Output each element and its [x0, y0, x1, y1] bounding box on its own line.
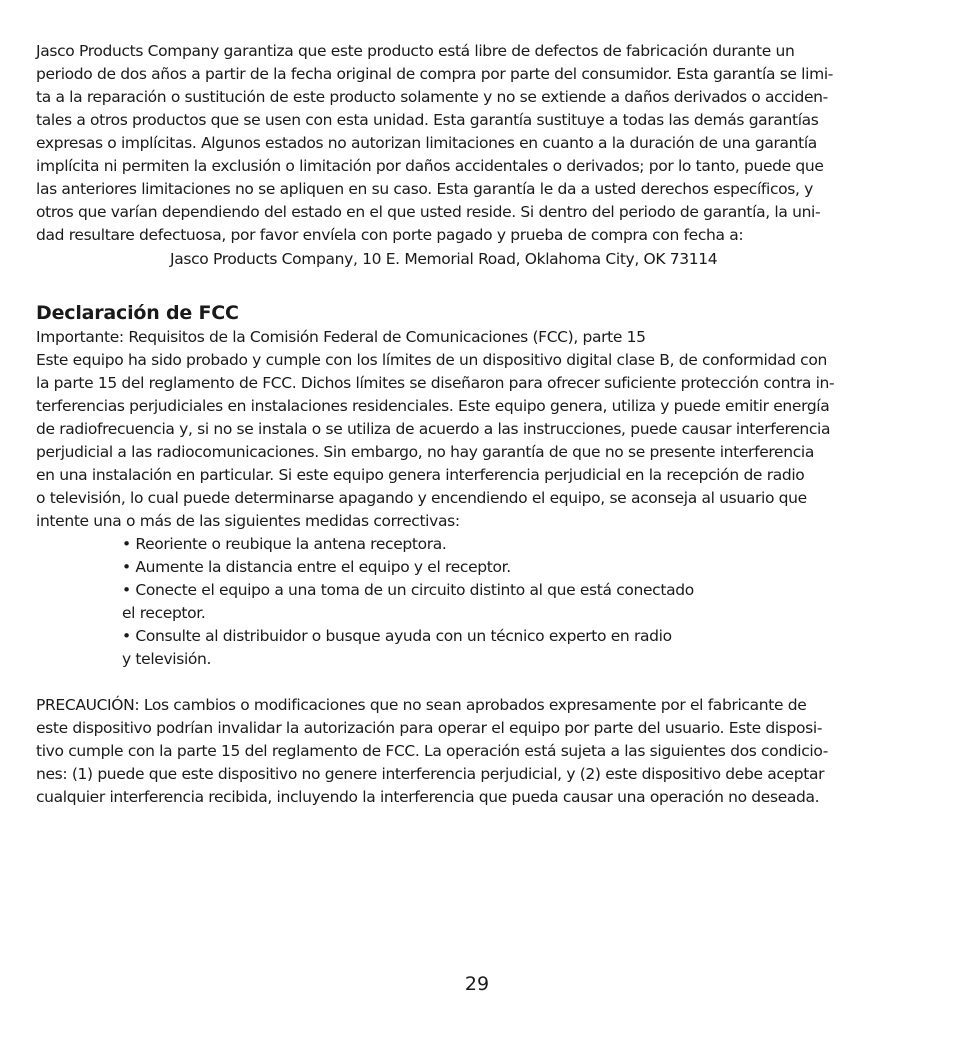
warranty-line: otros que varían dependiendo del estado en el que usted reside. Si dentro del periodo de garantía, la uni- [36, 203, 821, 221]
warranty-line: ta a la reparación o sustitución de este producto solamente y no se extiende a daños derivados o acciden- [36, 88, 828, 106]
fcc-line: terferencias perjudiciales en instalaciones residenciales. Este equipo genera, utiliza y puede emitir energía [36, 397, 830, 415]
document-page [36, 40, 908, 809]
warranty-paragraph [36, 40, 908, 271]
warranty-line: expresas o implícitas. Algunos estados no autorizan limitaciones en cuanto a la duración de una garantía [36, 134, 817, 152]
warranty-line: implícita ni permiten la exclusión o limitación por daños accidentales o derivados; por lo tanto, puede que [36, 157, 824, 175]
fcc-heading: Declaración de FCC [36, 302, 239, 324]
list-item: • Reoriente o reubique la antena receptora. [122, 535, 447, 553]
caution-line: nes: (1) puede que este dispositivo no genere interferencia perjudicial, y (2) este dispositivo debe aceptar [36, 765, 825, 783]
warranty-line: dad resultare defectuosa, por favor envíela con porte pagado y prueba de compra con fecha a: [36, 226, 744, 244]
page-number: 29 [464, 973, 490, 995]
caution-line: este dispositivo podrían invalidar la autorización para operar el equipo por parte del usuario. Este disposi- [36, 719, 823, 737]
fcc-paragraph [36, 326, 908, 533]
fcc-line: intente una o más de las siguientes medidas correctivas: [36, 512, 460, 530]
caution-line: PRECAUCIÓN: Los cambios o modificaciones que no sean aprobados expresamente por el fabricante de [36, 696, 807, 714]
list-item: el receptor. [122, 604, 206, 622]
list-item: • Aumente la distancia entre el equipo y el receptor. [122, 558, 511, 576]
warranty-line: las anteriores limitaciones no se apliquen en su caso. Esta garantía le da a usted derechos específicos, y [36, 180, 813, 198]
fcc-line: de radiofrecuencia y, si no se instala o se utiliza de acuerdo a las instrucciones, puede causar interferencia [36, 420, 831, 438]
corrective-measures-list [36, 533, 908, 671]
fcc-line: Este equipo ha sido probado y cumple con los límites de un dispositivo digital clase B, de conformidad con [36, 351, 827, 369]
paragraph-spacer [36, 671, 908, 694]
fcc-line: o televisión, lo cual puede determinarse apagando y encendiendo el equipo, se aconseja al usuario que [36, 489, 807, 507]
list-item: • Consulte al distribuidor o busque ayuda con un técnico experto en radio [122, 627, 672, 645]
caution-line: tivo cumple con la parte 15 del reglamento de FCC. La operación está sujeta a las siguientes dos condicio- [36, 742, 829, 760]
fcc-line: Importante: Requisitos de la Comisión Federal de Comunicaciones (FCC), parte 15 [36, 328, 646, 346]
list-item: y televisión. [122, 650, 212, 668]
fcc-line: la parte 15 del reglamento de FCC. Dichos límites se diseñaron para ofrecer suficiente protección contra in- [36, 374, 835, 392]
caution-line: cualquier interferencia recibida, incluyendo la interferencia que pueda causar una operación no deseada. [36, 788, 820, 806]
caution-paragraph [36, 694, 908, 809]
list-item: • Conecte el equipo a una toma de un circuito distinto al que está conectado [122, 581, 694, 599]
warranty-line: tales a otros productos que se usen con esta unidad. Esta garantía sustituye a todas las demás garantías [36, 111, 819, 129]
warranty-address: Jasco Products Company, 10 E. Memorial Road, Oklahoma City, OK 73114 [170, 250, 718, 268]
warranty-line: periodo de dos años a partir de la fecha original de compra por parte del consumidor. Esta garantía se limi- [36, 65, 834, 83]
fcc-line: en una instalación en particular. Si este equipo genera interferencia perjudicial en la recepción de radio [36, 466, 805, 484]
warranty-line: Jasco Products Company garantiza que este producto está libre de defectos de fabricación durante un [36, 42, 795, 60]
fcc-line: perjudicial a las radiocomunicaciones. Sin embargo, no hay garantía de que no se presente interferencia [36, 443, 814, 461]
